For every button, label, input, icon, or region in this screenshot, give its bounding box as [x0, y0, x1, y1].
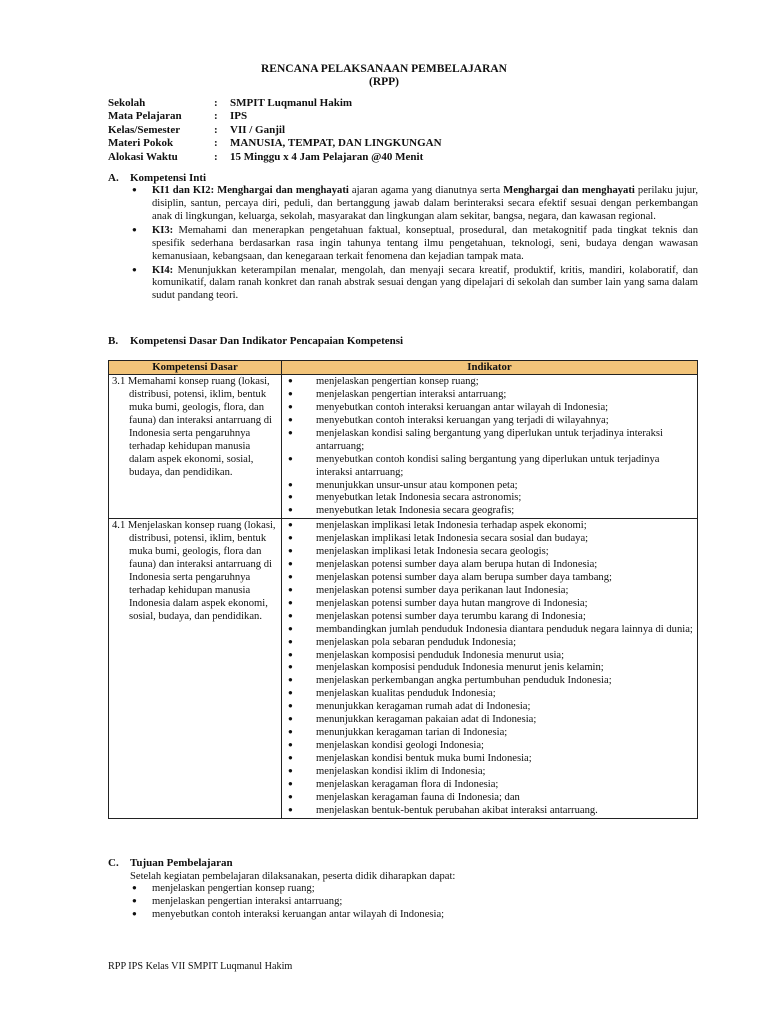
ki-text: Memahami dan menerapkan pengetahuan faktual, konseptual, prosedural, dan metakognitif pada tingkat teknis dan spesifik sederhana berdasarkan rasa ingin tahunya tentang ilmu pengetahuan, teknologi, seni, budaya dengan wawasan kemanusiaan, kebangsaan, dan kenegaraan terkait fenomena dan kejadian tampak mata. — [152, 224, 698, 262]
tujuan-list — [130, 883, 444, 922]
ki-emphasis: Menghargai dan menghayati — [217, 185, 349, 196]
tujuan-item: ● menjelaskan pengertian interaksi antarruang; — [130, 896, 444, 909]
identity-label: Materi Pokok — [108, 137, 174, 150]
indikator-item: ● menjelaskan komposisi penduduk Indonesia menurut jenis kelamin; — [282, 662, 697, 675]
kd-text: 3.1 Memahami konsep ruang (lokasi, distribusi, potensi, iklim, bentuk muka bumi, geologis, flora, dan fauna) dan interaksi antarruang di Indonesia serta pengaruhnya terhadap kehidupan manusia dalam aspek ekonomi, sosial, budaya, dan pendidikan. — [112, 376, 272, 478]
section-title: Kompetensi Dasar Dan Indikator Pencapaian Kompetensi — [130, 335, 404, 347]
identity-row — [108, 137, 442, 150]
tujuan-intro: Setelah kegiatan pembelajaran dilaksanakan, peserta didik diharapkan dapat: — [130, 871, 456, 882]
identity-label: Sekolah — [108, 97, 146, 109]
indikator-item: ● menyebutkan letak Indonesia secara geografis; — [282, 505, 697, 518]
identity-value: 15 Minggu x 4 Jam Pelajaran @40 Menit — [230, 150, 424, 163]
indikator-item: ● menjelaskan keragaman fauna di Indonesia; dan — [282, 792, 697, 805]
ki-text: ajaran agama yang dianutnya serta — [348, 185, 504, 196]
indikator-list — [282, 376, 697, 518]
page-footer: RPP IPS Kelas VII SMPIT Luqmanul Hakim — [108, 961, 293, 972]
indikator-cell — [282, 519, 698, 818]
header-indikator: Indikator — [282, 361, 698, 375]
identity-row — [108, 151, 442, 164]
indikator-item: ● menjelaskan implikasi letak Indonesia terhadap aspek ekonomi; — [282, 520, 697, 533]
indikator-item: ● menjelaskan pengertian konsep ruang; — [282, 376, 697, 389]
ki-label: KI4: — [152, 264, 174, 276]
ki-emphasis: Menghargai dan menghayati — [503, 185, 635, 196]
indikator-item: ● menunjukkan unsur-unsur atau komponen peta; — [282, 480, 697, 493]
indikator-item: ● membandingkan jumlah penduduk Indonesia diantara penduduk negara lainnya di dunia; — [282, 624, 697, 637]
header-kompetensi-dasar: Kompetensi Dasar — [109, 361, 282, 375]
indikator-item: ● menjelaskan potensi sumber daya alam berupa hutan di Indonesia; — [282, 559, 697, 572]
table-row — [109, 519, 698, 818]
identity-value: VII / Ganjil — [230, 123, 286, 136]
ki-label: KI1 dan KI2: — [152, 185, 215, 196]
kompetensi-inti-list — [130, 185, 698, 304]
identity-row — [108, 124, 442, 137]
kd-cell — [109, 375, 282, 519]
tujuan-item: ● menyebutkan contoh interaksi keruangan antar wilayah di Indonesia; — [130, 909, 444, 922]
indikator-list — [282, 520, 697, 817]
indikator-item: ● menunjukkan keragaman rumah adat di Indonesia; — [282, 701, 697, 714]
ki-item — [130, 185, 698, 224]
section-title: Tujuan Pembelajaran — [130, 857, 233, 869]
identity-value: SMPIT Luqmanul Hakim — [230, 97, 353, 109]
document-subtitle: (RPP) — [368, 76, 399, 88]
identity-table — [108, 97, 442, 164]
identity-value: IPS — [230, 110, 248, 123]
identity-row — [108, 97, 442, 110]
section-title: Kompetensi Inti — [130, 172, 207, 184]
section-c-heading — [108, 857, 233, 870]
indikator-item: ● menjelaskan implikasi letak Indonesia secara geologis; — [282, 546, 697, 559]
identity-row — [108, 110, 442, 123]
indikator-item: ● menjelaskan kualitas penduduk Indonesia; — [282, 688, 697, 701]
indikator-item: ● menjelaskan potensi sumber daya hutan mangrove di Indonesia; — [282, 598, 697, 611]
indikator-cell — [282, 375, 698, 519]
identity-value: MANUSIA, TEMPAT, DAN LINGKUNGAN — [230, 137, 442, 150]
indikator-item: ● menjelaskan kondisi iklim di Indonesia; — [282, 766, 697, 779]
indikator-item: ● menjelaskan keragaman flora di Indonesia; — [282, 779, 697, 792]
indikator-item: ● menjelaskan potensi sumber daya terumbu karang di Indonesia; — [282, 611, 697, 624]
tujuan-item: ● menjelaskan pengertian konsep ruang; — [130, 883, 444, 896]
ki-item — [130, 265, 698, 304]
indikator-item: ● menjelaskan komposisi penduduk Indonesia menurut usia; — [282, 650, 697, 663]
ki-item — [130, 225, 698, 264]
identity-separator: : — [214, 97, 218, 109]
indikator-item: ● menjelaskan kondisi bentuk muka bumi Indonesia; — [282, 753, 697, 766]
identity-label: Kelas/Semester — [108, 123, 181, 136]
kd-text: 4.1 Menjelaskan konsep ruang (lokasi, distribusi, potensi, iklim, bentuk muka bumi, geologis, flora dan fauna) dan interaksi antarruang di Indonesia serta pengaruhnya terhadap kehidupan manusia Indonesia dalam aspek ekonomi, sosial, budaya, dan pendidikan. — [112, 520, 276, 622]
section-a-heading — [108, 172, 206, 185]
ki-label: KI3: — [152, 224, 174, 236]
indikator-item: ● menunjukkan keragaman tarian di Indonesia; — [282, 727, 697, 740]
identity-separator: : — [214, 123, 218, 136]
identity-separator: : — [214, 150, 218, 163]
indikator-item: ● menyebutkan contoh kondisi saling bergantung yang diperlukan untuk terjadinya interaksi antarruang; — [282, 454, 697, 480]
indikator-item: ● menjelaskan kondisi saling bergantung yang diperlukan untuk terjadinya interaksi antarruang; — [282, 428, 697, 454]
indikator-item: ● menyebutkan contoh interaksi keruangan antar wilayah di Indonesia; — [282, 402, 697, 415]
table-header-row — [109, 361, 698, 375]
indikator-item: ● menyebutkan contoh interaksi keruangan yang terjadi di wilayahnya; — [282, 415, 697, 428]
indikator-item: ● menjelaskan pola sebaran penduduk Indonesia; — [282, 637, 697, 650]
identity-separator: : — [214, 110, 218, 123]
identity-separator: : — [214, 137, 218, 150]
kd-cell — [109, 519, 282, 818]
document-title: RENCANA PELAKSANAAN PEMBELAJARAN — [261, 63, 507, 75]
indikator-item: ● menjelaskan bentuk-bentuk perubahan akibat interaksi antarruang. — [282, 805, 697, 818]
indikator-item: ● menjelaskan kondisi geologi Indonesia; — [282, 740, 697, 753]
ki-text: Menunjukkan keterampilan menalar, mengolah, dan menyaji secara kreatif, produktif, kritis, mandiri, kolaboratif, dan komunikatif, dalam ranah konkret dan ranah abstrak sesuai dengan yang dipelajari di sekolah dan sumber lain yang sama dalam sudut pandang teori. — [152, 264, 698, 302]
identity-label: Mata Pelajaran — [108, 110, 182, 123]
kompetensi-table — [108, 360, 698, 819]
section-letter: A. — [108, 172, 119, 184]
section-letter: B. — [108, 335, 119, 347]
indikator-item: ● menyebutkan letak Indonesia secara astronomis; — [282, 492, 697, 505]
indikator-item: ● menjelaskan potensi sumber daya perikanan laut Indonesia; — [282, 585, 697, 598]
section-letter: C. — [108, 857, 119, 869]
indikator-item: ● menjelaskan perkembangan angka pertumbuhan penduduk Indonesia; — [282, 675, 697, 688]
table-row — [109, 375, 698, 519]
indikator-item: ● menjelaskan implikasi letak Indonesia secara sosial dan budaya; — [282, 533, 697, 546]
indikator-item: ● menjelaskan pengertian interaksi antarruang; — [282, 389, 697, 402]
identity-label: Alokasi Waktu — [108, 150, 178, 163]
indikator-item: ● menjelaskan potensi sumber daya alam berupa sumber daya tambang; — [282, 572, 697, 585]
section-b-heading — [108, 335, 403, 348]
ki-text: perilaku jujur, disiplin, santun, percaya diri, peduli, dan bertanggung jawab dalam berinteraksi secara efektif sesuai dengan perkembangan anak di lingkungan, keluarga, sekolah, masyarakat dan lingkungan alam sekitar, bangsa, negara, dan kawasan regional. — [152, 185, 698, 222]
indikator-item: ● menunjukkan keragaman pakaian adat di Indonesia; — [282, 714, 697, 727]
